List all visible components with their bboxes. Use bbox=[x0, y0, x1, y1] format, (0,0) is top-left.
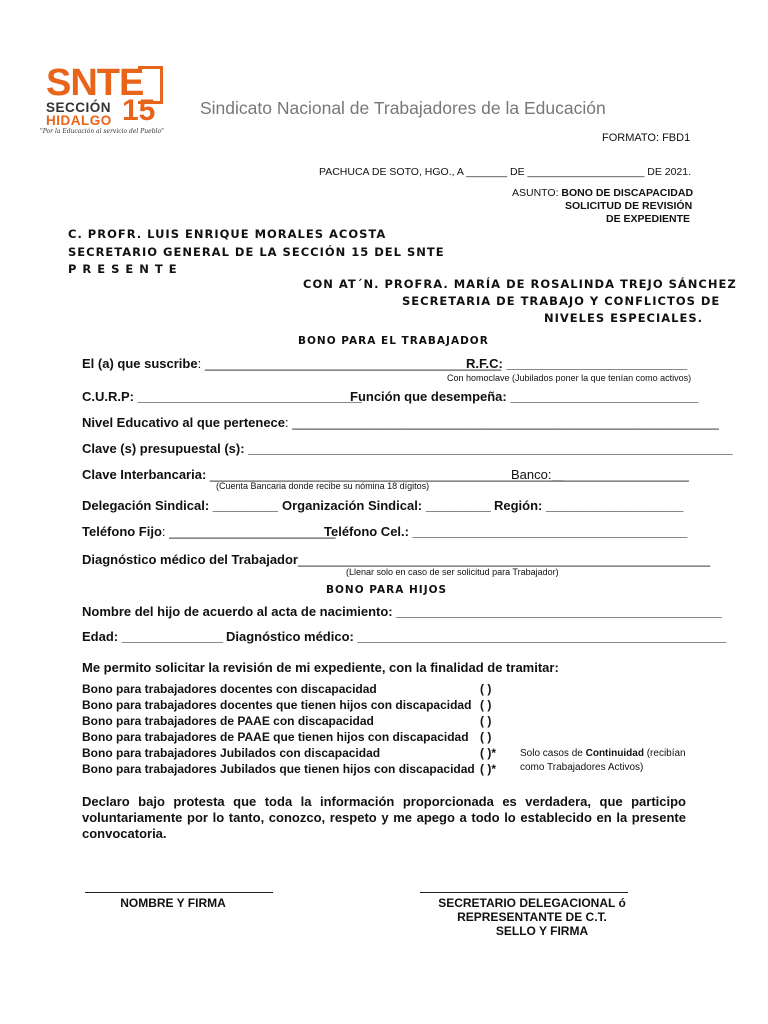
rfc-field[interactable]: R.F.C: _________________________ bbox=[466, 356, 688, 371]
subject-line-3: DE EXPEDIENTE bbox=[606, 213, 691, 225]
snte-wordmark: SNTE bbox=[46, 64, 160, 102]
place-date-line: PACHUCA DE SOTO, HGO., A _______ DE ____________________ DE 2021. bbox=[319, 166, 692, 178]
option-checkbox[interactable]: ( ) bbox=[480, 730, 492, 744]
child-name-field[interactable]: Nombre del hijo de acuerdo al acta de nacimiento: _____________________________________________ bbox=[82, 604, 722, 619]
option-label: Bono para trabajadores de PAAE con discapacidad bbox=[82, 714, 374, 728]
option-checkbox[interactable]: ( )* bbox=[480, 762, 496, 776]
option-label: Bono para trabajadores docentes que tienen hijos con discapacidad bbox=[82, 698, 472, 712]
option-checkbox[interactable]: ( )* bbox=[480, 746, 496, 760]
logo-state-text: HIDALGO bbox=[46, 113, 112, 128]
rfc-note: Con homoclave (Jubilados poner la que tenían como activos) bbox=[447, 373, 692, 383]
option-label: Bono para trabajadores docentes con discapacidad bbox=[82, 682, 377, 696]
signature-label-right-2: REPRESENTANTE DE C.T. bbox=[457, 910, 607, 924]
signature-label-right-1: SECRETARIO DELEGACIONAL ó bbox=[438, 896, 626, 910]
declaration-line-2: voluntariamente por lo tanto, conozco, respeto y me apego a todo lo establecido en la presente bbox=[82, 810, 686, 825]
curp-field[interactable]: C.U.R.P: _______________________________ bbox=[82, 389, 362, 404]
interbank-note: (Cuenta Bancaria donde recibe su nómina 18 dígitos) bbox=[216, 481, 430, 491]
budget-key-field[interactable]: Clave (s) presupuestal (s): ___________________________________________________________________ bbox=[82, 441, 733, 456]
attention-line-2: SECRETARIA DE TRABAJO Y CONFLICTOS DE bbox=[402, 294, 721, 308]
landline-field[interactable]: Teléfono Fijo: _______________________ bbox=[82, 524, 336, 539]
interbank-key-field[interactable]: Clave Interbancaria: _________________________________________________ bbox=[82, 467, 565, 482]
worker-diagnosis-note: (Llenar solo en caso de ser solicitud para Trabajador) bbox=[346, 567, 559, 577]
subject-label: ASUNTO: bbox=[512, 187, 559, 199]
addressee-presente: P R E S E N T E bbox=[68, 262, 178, 276]
declaration-line-3: convocatoria. bbox=[82, 826, 167, 841]
addressee-name: C. PROFR. LUIS ENRIQUE MORALES ACOSTA bbox=[68, 227, 387, 241]
continuity-note: Solo casos de Continuidad (recibían bbox=[520, 748, 686, 759]
attention-line-1: CON AT´N. PROFRA. MARÍA DE ROSALINDA TREJO SÁNCHEZ bbox=[303, 277, 737, 291]
child-diagnosis-field[interactable]: Diagnóstico médico: ___________________________________________________ bbox=[226, 629, 727, 644]
continuity-note-line-2: como Trabajadores Activos) bbox=[520, 762, 644, 773]
declaration-line-1: Declaro bajo protesta que toda la información proporcionada es verdadera, que participo bbox=[82, 794, 686, 809]
attention-line-3: NIVELES ESPECIALES. bbox=[544, 311, 704, 325]
worker-diagnosis-field[interactable]: Diagnóstico médico del Trabajador_________________________________________________________ bbox=[82, 552, 711, 567]
function-field[interactable]: Función que desempeña: __________________________ bbox=[350, 389, 699, 404]
region-field[interactable]: Región: ___________________ bbox=[494, 498, 684, 513]
logo-tagline: "Por la Educación al servicio del Pueblo" bbox=[40, 128, 164, 135]
suscribe-field[interactable]: El (a) que suscribe: _________________________________________ bbox=[82, 356, 502, 371]
option-checkbox[interactable]: ( ) bbox=[480, 698, 492, 712]
children-section-heading: BONO PARA HIJOS bbox=[326, 584, 448, 596]
union-delegation-field[interactable]: Delegación Sindical: _________ bbox=[82, 498, 278, 513]
option-label: Bono para trabajadores Jubilados con discapacidad bbox=[82, 746, 381, 760]
option-label: Bono para trabajadores Jubilados que tienen hijos con discapacidad bbox=[82, 762, 475, 776]
child-age-field[interactable]: Edad: ______________ bbox=[82, 629, 223, 644]
signature-label-right-3: SELLO Y FIRMA bbox=[495, 924, 589, 938]
addressee-title: SECRETARIO GENERAL DE LA SECCIÓN 15 DEL SNTE bbox=[68, 245, 445, 259]
signature-line-left bbox=[85, 892, 273, 893]
logo-number: 15 bbox=[122, 94, 156, 127]
subject-line-2: SOLICITUD DE REVISIÓN bbox=[565, 200, 693, 212]
subject-line-1: BONO DE DISCAPACIDAD bbox=[561, 187, 694, 199]
option-checkbox[interactable]: ( ) bbox=[480, 714, 492, 728]
cellphone-field[interactable]: Teléfono Cel.: ______________________________________ bbox=[324, 524, 688, 539]
worker-section-heading: BONO PARA EL TRABAJADOR bbox=[298, 335, 489, 347]
subject-block bbox=[512, 187, 693, 199]
option-checkbox[interactable]: ( ) bbox=[480, 682, 492, 696]
option-label: Bono para trabajadores de PAAE que tienen hijos con discapacidad bbox=[82, 730, 469, 744]
logo-section-text: SECCIÓN bbox=[46, 100, 112, 115]
signature-line-right bbox=[420, 892, 628, 893]
bank-field[interactable]: Banco:___________________ bbox=[511, 467, 689, 482]
organization-name: Sindicato Nacional de Trabajadores de la Educación bbox=[200, 98, 606, 118]
education-level-field[interactable]: Nivel Educativo al que pertenece: ___________________________________________________________ bbox=[82, 415, 719, 430]
union-organization-field[interactable]: Organización Sindical: _________ bbox=[282, 498, 491, 513]
signature-label-left: NOMBRE Y FIRMA bbox=[120, 896, 226, 910]
request-intro: Me permito solicitar la revisión de mi expediente, con la finalidad de tramitar: bbox=[82, 660, 559, 675]
format-code: FORMATO: FBD1 bbox=[602, 132, 691, 144]
